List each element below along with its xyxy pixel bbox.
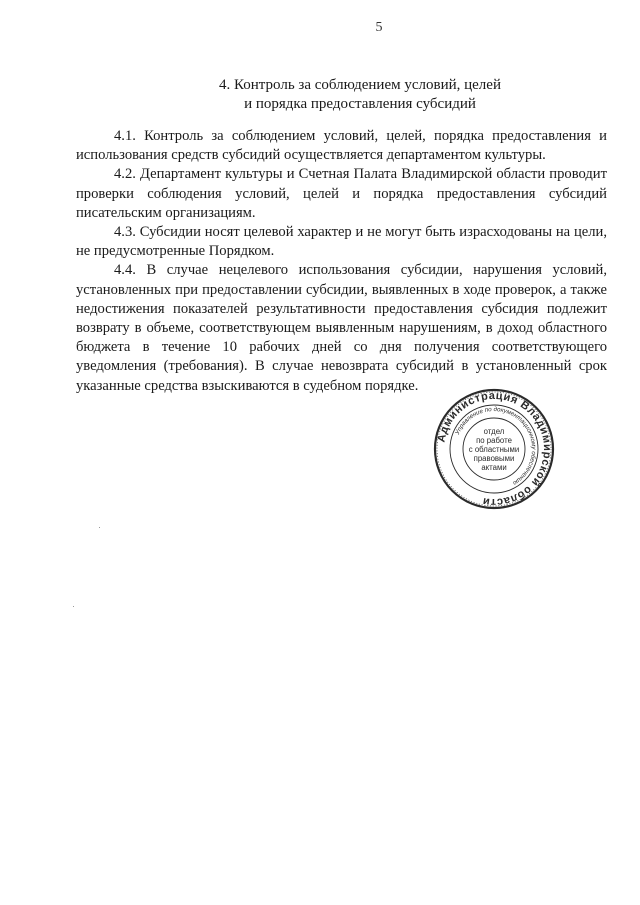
scan-speck bbox=[99, 527, 100, 528]
section-title-line-2: и порядка предоставления субсидий bbox=[244, 96, 476, 112]
paragraph-4-2: 4.2. Департамент культуры и Счетная Палата Владимирской области проводит проверки соблюдения условий, целей и порядка предоставления субсидий писательским организациям. bbox=[76, 166, 607, 221]
scan-speck bbox=[73, 606, 74, 607]
seal-center-line-1: отдел bbox=[483, 427, 505, 436]
seal-center-line-4: правовыми bbox=[473, 454, 515, 463]
section-title-line-1: 4. Контроль за соблюдением условий, целей bbox=[219, 77, 501, 93]
paragraph-4-1: 4.1. Контроль за соблюдением условий, целей, порядка предоставления и использования средств субсидий осуществляется департаментом культуры. bbox=[76, 128, 607, 164]
page-number: 5 bbox=[375, 20, 383, 35]
official-seal bbox=[433, 388, 555, 510]
seal-center-line-2: по работе bbox=[476, 436, 512, 445]
document-body bbox=[76, 127, 607, 396]
paragraph-4-3: 4.3. Субсидии носят целевой характер и не могут быть израсходованы на цели, не предусмотренные Порядком. bbox=[76, 224, 607, 260]
section-title bbox=[150, 76, 570, 114]
seal-center-line-3: с областными bbox=[468, 445, 520, 454]
seal-center-line-5: актами bbox=[481, 463, 507, 472]
seal-outer-text: Администрация Владимирской области bbox=[435, 389, 554, 509]
seal-inner-text: Управление по документационному обеспечению bbox=[454, 405, 538, 487]
paragraph-4-4: 4.4. В случае нецелевого использования субсидии, нарушения условий, установленных при предоставлении субсидии, выявленных в ходе проверок, а также недостижения показателей результативности предоставления субсидия подлежит возврату в объеме, соответствующем выявленным нарушениям, в доход областного бюджета в течение 10 рабочих дней со дня получения соответствующего уведомления (требования). В случае невозврата субсидий в установленный срок указанные средства взыскиваются в судебном порядке. bbox=[76, 262, 607, 394]
